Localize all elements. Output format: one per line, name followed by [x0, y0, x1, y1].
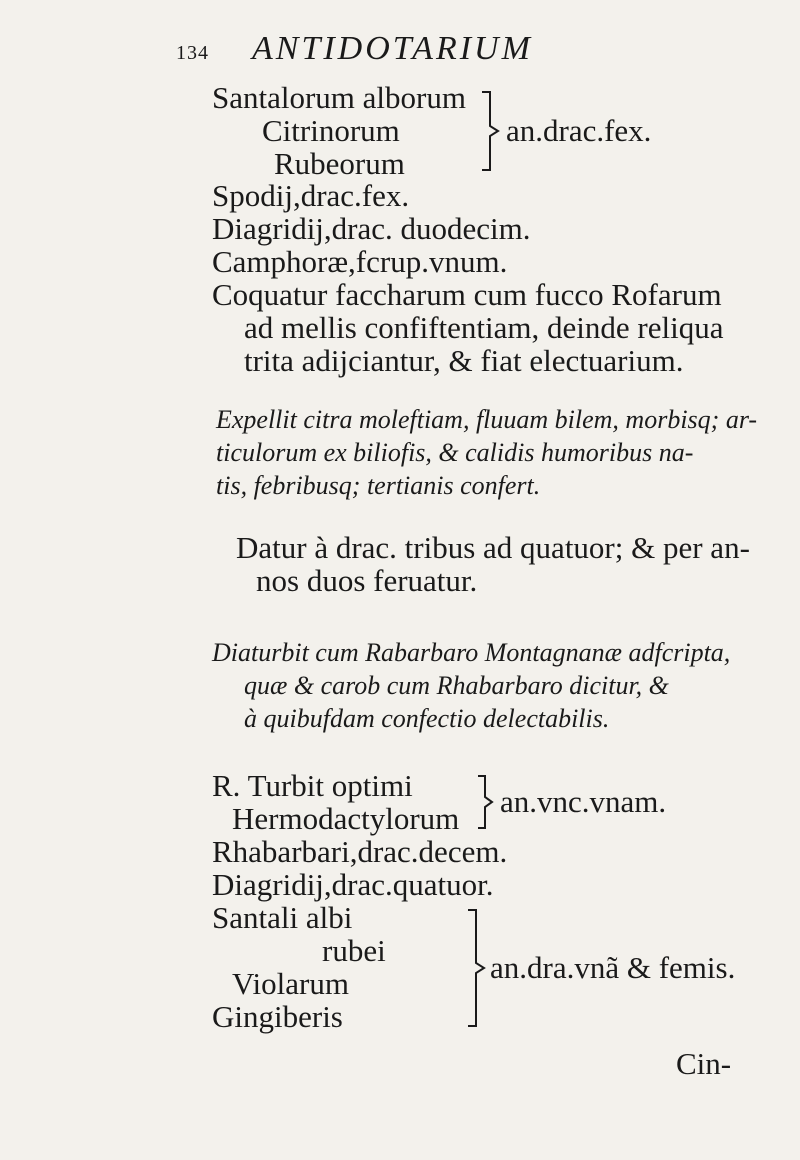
usage-line-2: ticulorum ex biliofis, & calidis humoribus na- — [216, 438, 694, 467]
ingredient-santali-rubei: rubei — [322, 933, 386, 968]
dosage-line-2: nos duos feruatur. — [256, 563, 478, 598]
recipe-title-line-1: Diaturbit cum Rabarbaro Montagnanæ adfcripta, — [212, 638, 731, 667]
ingredient-diagridij: Diagridij,drac. duodecim. — [212, 211, 531, 246]
ingredient-santalorum: Santalorum alborum — [212, 80, 466, 115]
ingredient-rubeorum: Rubeorum — [274, 146, 405, 181]
ingredient-violarum: Violarum — [232, 966, 349, 1001]
ingredient-hermodactylorum: Hermodactylorum — [232, 801, 460, 836]
instruction-line-3: trita adijciantur, & fiat electuarium. — [244, 343, 684, 378]
page-number: 134 — [176, 42, 209, 64]
usage-line-3: tis, febribusq; tertianis confert. — [216, 471, 541, 500]
ingredient-santali-albi: Santali albi — [212, 900, 353, 935]
ingredient-camphorae: Camphoræ,fcrup.vnum. — [212, 244, 508, 279]
instruction-line-2: ad mellis confiftentiam, deinde reliqua — [244, 310, 724, 345]
ingredient-turbit: R. Turbit optimi — [212, 768, 413, 803]
ingredient-diagridij: Diagridij,drac.quatuor. — [212, 867, 494, 902]
catchword: Cin- — [676, 1046, 732, 1081]
usage-line-1: Expellit citra moleftiam, fluuam bilem, morbisq; ar- — [216, 405, 758, 434]
recipe-title-line-3: à quibufdam confectio delectabilis. — [244, 704, 610, 733]
dosage-line-1: Datur à drac. tribus ad quatuor; & per an- — [236, 530, 750, 565]
ingredient-citrinorum: Citrinorum — [262, 113, 400, 148]
grouping-brace — [474, 772, 496, 832]
instruction-line-1: Coquatur faccharum cum fucco Rofarum — [212, 277, 722, 312]
dose-label: an.drac.fex. — [506, 113, 652, 148]
ingredient-rhabarbari: Rhabarbari,drac.decem. — [212, 834, 508, 869]
recipe-title-line-2: quæ & carob cum Rhabarbaro dicitur, & — [244, 671, 669, 700]
ingredient-gingiberis: Gingiberis — [212, 999, 343, 1034]
running-title: ANTIDOTARIUM — [252, 30, 533, 67]
dose-label: an.dra.vnã & femis. — [490, 950, 736, 985]
grouping-brace — [464, 906, 488, 1030]
dose-label: an.vnc.vnam. — [500, 784, 667, 819]
grouping-brace — [478, 88, 502, 174]
ingredient-spodij: Spodij,drac.fex. — [212, 178, 410, 213]
